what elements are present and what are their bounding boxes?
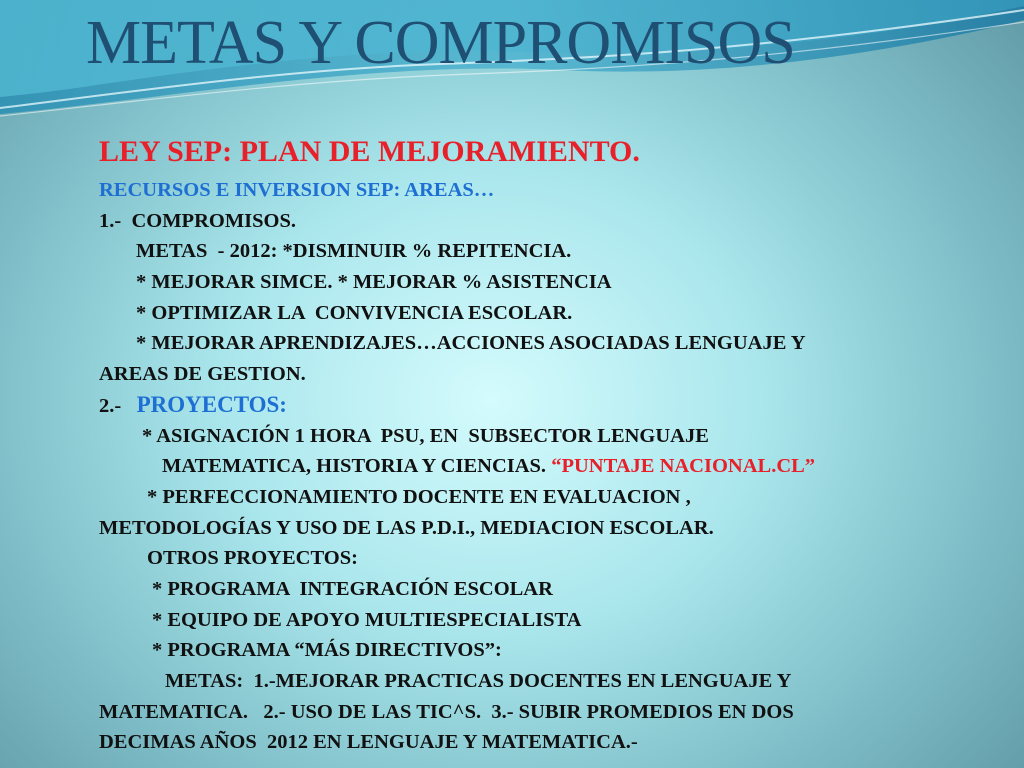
- recursos-line: RECURSOS E INVERSION SEP: AREAS…: [99, 179, 495, 201]
- mas-directivos-line: * PROGRAMA “MÁS DIRECTIVOS”:: [152, 639, 502, 662]
- areas-gestion-line: AREAS DE GESTION.: [99, 363, 306, 386]
- asignaturas-line: [99, 451, 999, 482]
- metas-final-line-1: METAS: 1.-MEJORAR PRACTICAS DOCENTES EN LENGUAJE Y: [165, 670, 792, 692]
- item-1-label: COMPROMISOS.: [131, 209, 297, 232]
- slide-body: [99, 130, 999, 758]
- item-2-number: 2.-: [99, 394, 122, 417]
- convivencia-line: * OPTIMIZAR LA CONVIVENCIA ESCOLAR.: [136, 301, 573, 324]
- otros-proyectos-line: OTROS PROYECTOS:: [147, 547, 358, 570]
- equipo-apoyo-line: * EQUIPO DE APOYO MULTIESPECIALISTA: [152, 608, 582, 631]
- perfeccionamiento-line: * PERFECCIONAMIENTO DOCENTE EN EVALUACION ,: [147, 485, 691, 508]
- metas-final-line-3: DECIMAS AÑOS 2012 EN LENGUAJE Y MATEMATICA.-: [99, 731, 638, 754]
- puntaje-nacional-link: “PUNTAJE NACIONAL.CL”: [551, 455, 816, 478]
- item-2-label: PROYECTOS:: [136, 391, 287, 417]
- item-1: [99, 206, 999, 237]
- slide-title: METAS Y COMPROMISOS: [86, 9, 795, 77]
- asignaturas-text: MATEMATICA, HISTORIA Y CIENCIAS.: [162, 455, 547, 478]
- simce-line: * MEJORAR SIMCE. * MEJORAR % ASISTENCIA: [136, 271, 612, 294]
- integracion-line: * PROGRAMA INTEGRACIÓN ESCOLAR: [152, 577, 553, 600]
- metas-final-line-2: MATEMATICA. 2.- USO DE LAS TIC^S. 3.- SUBIR PROMEDIOS EN DOS: [99, 700, 794, 723]
- subtitle: LEY SEP: PLAN DE MEJORAMIENTO.: [99, 135, 640, 168]
- metas-2012-line: METAS - 2012: *DISMINUIR % REPITENCIA.: [136, 240, 572, 263]
- aprendizajes-line: * MEJORAR APRENDIZAJES…ACCIONES ASOCIADAS LENGUAJE Y: [136, 332, 806, 355]
- metodologias-line: METODOLOGÍAS Y USO DE LAS P.D.I., MEDIACION ESCOLAR.: [99, 516, 714, 539]
- item-1-number: 1.-: [99, 209, 122, 232]
- item-2: [99, 390, 999, 421]
- asignacion-line: * ASIGNACIÓN 1 HORA PSU, EN SUBSECTOR LENGUAJE: [142, 424, 709, 447]
